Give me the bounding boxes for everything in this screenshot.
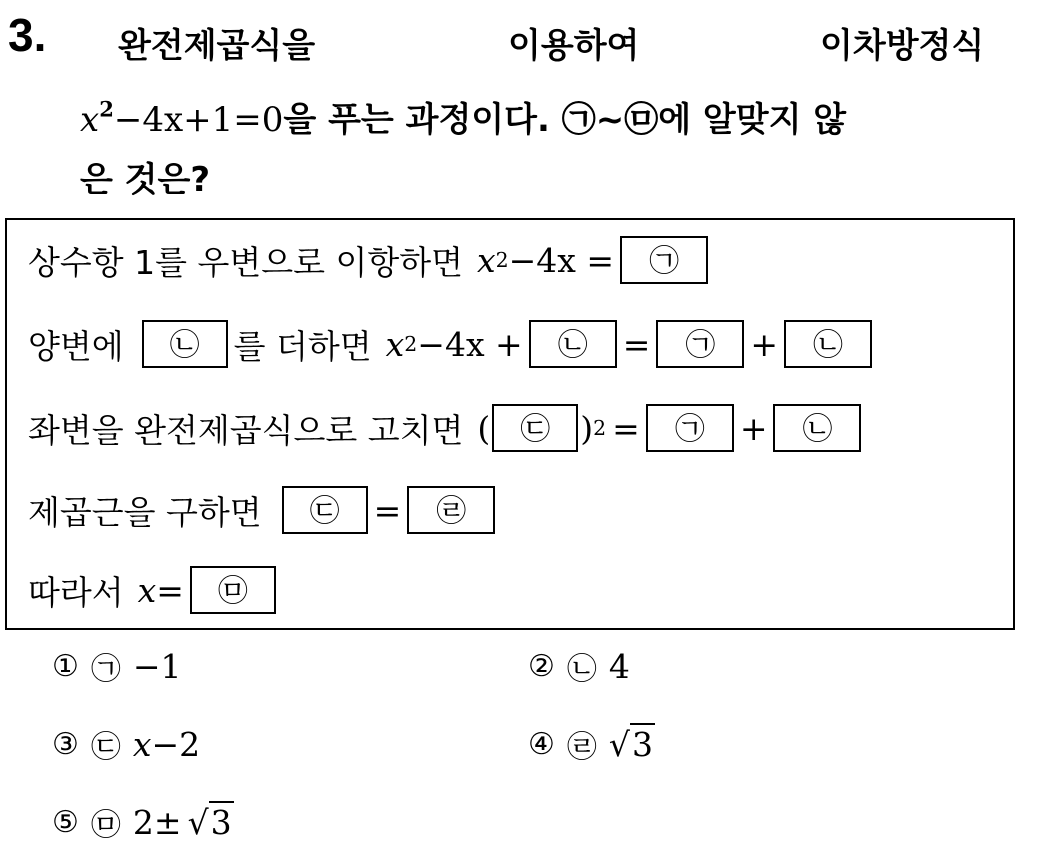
blank-c: ㉢	[492, 404, 578, 452]
row5-equals: =	[156, 570, 184, 610]
blank-b-3: ㉡	[784, 320, 872, 368]
row2-expression: −4x +	[417, 324, 523, 364]
question-number: 3.	[8, 9, 47, 61]
choice-5-symbol: ㉤	[90, 808, 121, 843]
choice-2-symbol: ㉡	[566, 652, 597, 687]
row2-exponent: 2	[404, 332, 418, 356]
choice-4-sqrt	[609, 725, 655, 764]
row5-text: 따라서	[28, 572, 124, 612]
row1-variable: x	[477, 240, 496, 280]
choice-5-number: ⑤	[52, 804, 79, 840]
choice-2-value: 4	[608, 646, 630, 686]
blank-b-2: ㉡	[529, 320, 617, 368]
row3-equals: =	[612, 408, 640, 448]
row3-close-paren: )	[580, 408, 594, 448]
choice-3-variable: x	[132, 724, 152, 764]
choice-5[interactable]	[52, 800, 234, 844]
row4-text: 제곱근을 구하면	[28, 492, 262, 532]
choice-3[interactable]	[52, 722, 200, 766]
choice-4-symbol: ㉣	[566, 730, 597, 765]
choice-3-symbol: ㉢	[90, 730, 121, 765]
choice-3-value: −2	[151, 724, 201, 764]
row3-text: 좌변을 완전제곱식으로 고치면	[28, 410, 464, 450]
row5-variable: x	[137, 570, 157, 610]
choice-3-number: ③	[52, 726, 79, 762]
choice-4-radicand: 3	[631, 724, 653, 764]
solution-row-2	[28, 320, 878, 368]
row2-variable: x	[385, 324, 405, 364]
solution-row-4	[28, 486, 501, 534]
equation-rest: −4x+1=0	[113, 100, 284, 140]
choice-1-symbol: ㉠	[90, 652, 121, 687]
solution-row-1	[28, 236, 714, 284]
choice-5-sqrt	[188, 803, 234, 842]
blank-b-4: ㉡	[773, 404, 861, 452]
blank-e: ㉤	[190, 566, 276, 614]
row3-open-paren: (	[477, 408, 491, 448]
row2-equals: =	[622, 324, 651, 364]
blank-b: ㉡	[142, 320, 228, 368]
choice-4-number: ④	[528, 726, 555, 762]
equation-variable: x	[80, 100, 100, 140]
row2-plus: +	[750, 324, 779, 364]
row2-text-b: 를 더하면	[233, 326, 372, 366]
row3-plus: +	[739, 408, 768, 448]
blank-d: ㉣	[407, 486, 495, 534]
row4-equals: =	[373, 490, 402, 530]
question-line3: 은 것은?	[80, 160, 211, 200]
choice-2[interactable]	[528, 644, 630, 688]
question-line2-text: 을 푸는 과정이다. ㉠~㉤에 알맞지 않	[283, 100, 847, 140]
choice-2-number: ②	[528, 648, 555, 684]
choice-5-radicand: 3	[210, 802, 232, 842]
question-line1-part3: 이차방정식	[820, 26, 985, 66]
blank-a-2: ㉠	[656, 320, 744, 368]
blank-a: ㉠	[620, 236, 708, 284]
choice-1-value: −1	[132, 646, 182, 686]
choice-4[interactable]	[528, 722, 655, 766]
sqrt-sign: √	[187, 802, 209, 842]
row1-exponent: 2	[495, 248, 509, 272]
question-line1-part1: 완전제곱식을	[118, 26, 316, 66]
choice-5-prefix: 2±	[132, 802, 182, 842]
question-line2	[80, 92, 846, 141]
blank-c-2: ㉢	[282, 486, 368, 534]
solution-row-5	[28, 566, 282, 614]
solution-row-3	[28, 404, 867, 452]
question-line1-part2: 이용하여	[508, 26, 640, 66]
row3-exponent: 2	[593, 416, 607, 440]
equation-exponent: 2	[99, 96, 114, 122]
row2-text-a: 양변에	[28, 326, 124, 366]
blank-a-3: ㉠	[646, 404, 734, 452]
choice-1-number: ①	[52, 648, 79, 684]
sqrt-sign: √	[608, 724, 630, 764]
row1-text: 상수항 1를 우변으로 이항하면	[28, 242, 464, 282]
choice-1[interactable]	[52, 644, 182, 688]
row1-expression: −4x =	[508, 240, 615, 280]
